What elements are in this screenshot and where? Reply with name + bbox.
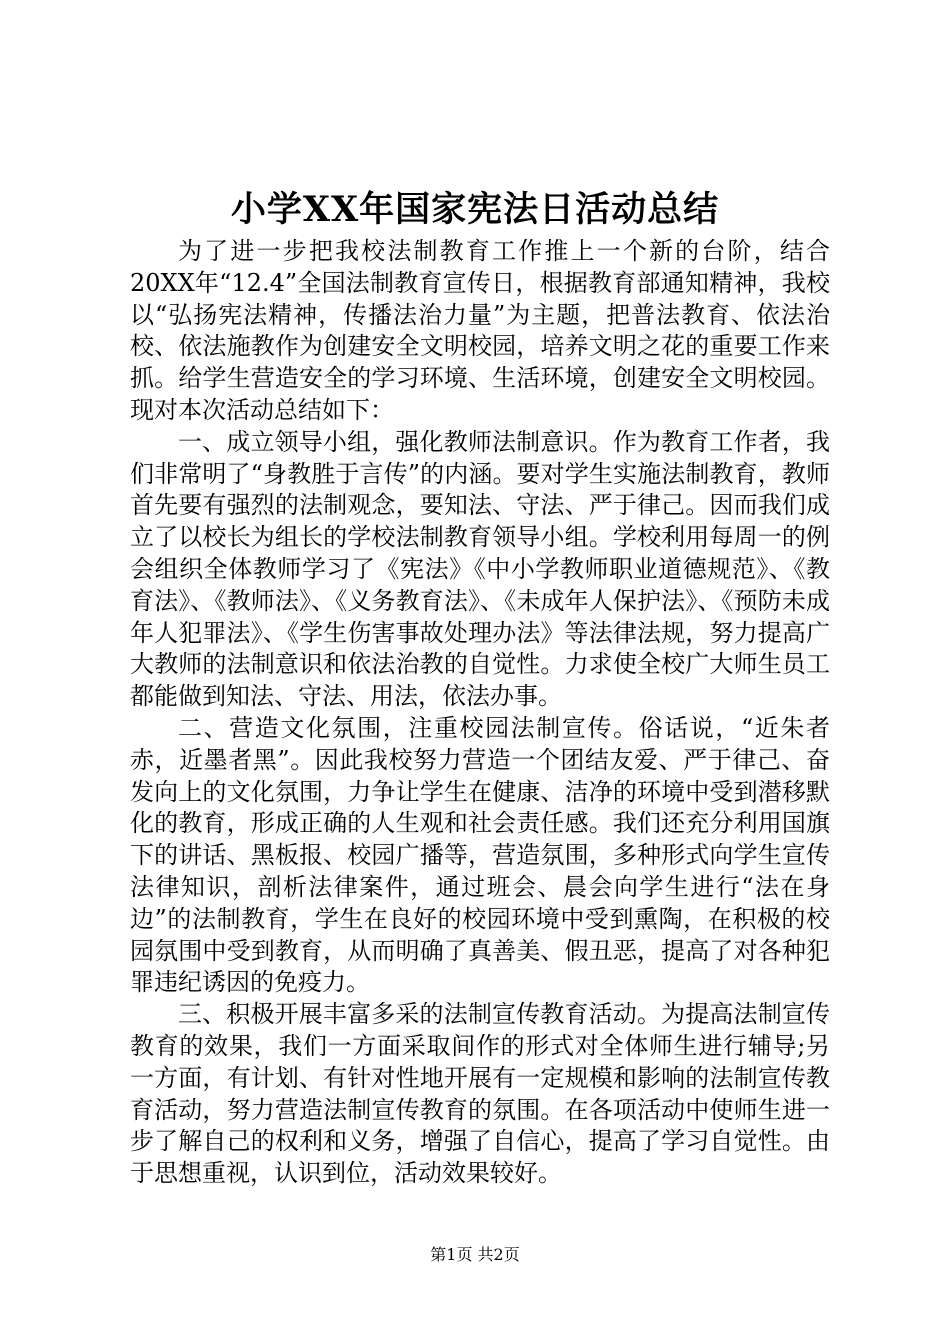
- page-footer: 第1页 共2页: [430, 1245, 520, 1264]
- paragraph-section-3: 三、积极开展丰富多采的法制宣传教育活动。为提高法制宣传教育的效果，我们一方面采取间作的形式对全体师生进行辅导;另一方面，有计划、有针对性地开展有一定规模和影响的法制宣传教育活动，努力营造法制宣传教育的氛围。在各项活动中使师生进一步了解自己的权利和义务，增强了自信心，提高了学习自觉性。由于思想重视，认识到位，活动效果较好。: [130, 1000, 830, 1188]
- paragraph-intro: 为了进一步把我校法制教育工作推上一个新的台阶，结合20XX年“12.4”全国法制教育宣传日，根据教育部通知精神，我校以“弘扬宪法精神，传播法治力量”为主题，把普法教育、依法治校、依法施教作为创建安全文明校园，培养文明之花的重要工作来抓。给学生营造安全的学习环境、生活环境，创建安全文明校园。现对本次活动总结如下：: [130, 237, 830, 424]
- document-body: [130, 236, 830, 1190]
- paragraph-section-2: 二、营造文化氛围，注重校园法制宣传。俗话说，“近朱者赤，近墨者黑”。因此我校努力营造一个团结友爱、严于律己、奋发向上的文化氛围，力争让学生在健康、洁净的环境中受到潜移默化的教育，形成正确的人生观和社会责任感。我们还充分利用国旗下的讲话、黑板报、校园广播等，营造氛围，多种形式向学生宣传法律知识，剖析法律案件，通过班会、晨会向学生进行“法在身边”的法制教育，学生在良好的校园环境中受到熏陶，在积极的校园氛围中受到教育，从而明确了真善美、假丑恶，提高了对各种犯罪违纪诱因的免疫力。: [130, 713, 830, 997]
- paragraph-section-1: 一、成立领导小组，强化教师法制意识。作为教育工作者，我们非常明了“身教胜于言传”的内涵。要对学生实施法制教育，教师首先要有强烈的法制观念，要知法、守法、严于律己。因而我们成立了以校长为组长的学校法制教育领导小组。学校利用每周一的例会组织全体教师学习了《宪法》《中小学教师职业道德规范》、《教育法》、《教师法》、《义务教育法》、《未成年人保护法》、《预防未成年人犯罪法》、《学生伤害事故处理办法》等法律法规，努力提高广大教师的法制意识和依法治教的自觉性。力求使全校广大师生员工都能做到知法、守法、用法，依法办事。: [130, 427, 830, 711]
- page-title: 小学XX年国家宪法日活动总结: [230, 189, 720, 230]
